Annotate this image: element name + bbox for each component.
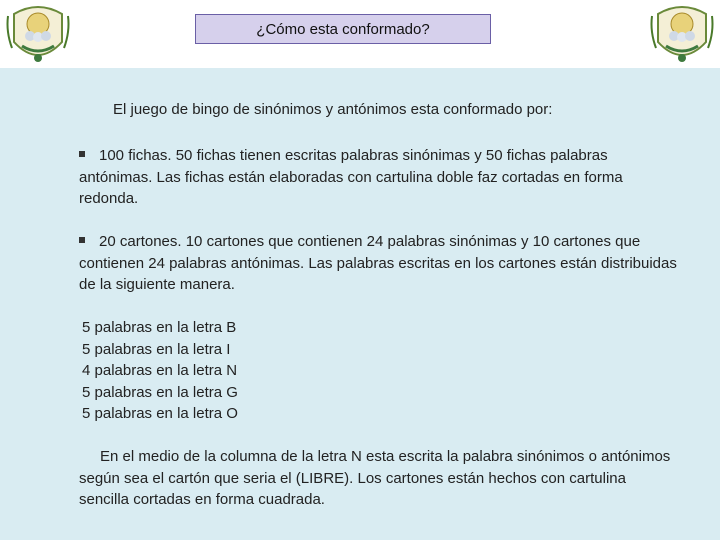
bullet-text: 100 fichas. 50 fichas tienen escritas palabras sinónimas y 50 fichas palabras antónimas. Las fichas están elaboradas con cartulina doble faz cortadas en forma redonda.: [79, 147, 623, 207]
list-item: 5 palabras en la letra O: [82, 405, 238, 422]
closing-text: En el medio de la columna de la letra N esta escrita la palabra sinónimos o antónimos según sea el cartón que seria el (LIBRE). Los cartones están hechos con cartulina sencilla cortadas en forma cuadrada.: [79, 448, 671, 508]
square-bullet-icon: [79, 151, 85, 157]
bullet-item: [79, 145, 679, 210]
list-item: 5 palabras en la letra G: [82, 383, 238, 401]
list-item: 5 palabras en la letra I: [82, 340, 231, 358]
list-item: 4 palabras en la letra N: [82, 362, 238, 379]
square-bullet-icon: [79, 237, 85, 243]
slide-title: ¿Cómo esta conformado?: [195, 14, 491, 44]
bullet-text: 20 cartones. 10 cartones que contienen 24 palabras sinónimas y 10 cartones que contienen 24 palabras antónimas. Las palabras escritas en los cartones están distribuidas de la siguiente manera.: [79, 233, 677, 293]
intro-text: El juego de bingo de sinónimos y antónimos esta conformado por:: [113, 101, 553, 118]
school-crest-icon: [4, 2, 72, 68]
bullet-item: [79, 231, 679, 296]
list-item: 5 palabras en la letra B: [82, 319, 237, 336]
school-crest-icon: [648, 2, 716, 68]
letter-distribution-list: [82, 317, 382, 425]
